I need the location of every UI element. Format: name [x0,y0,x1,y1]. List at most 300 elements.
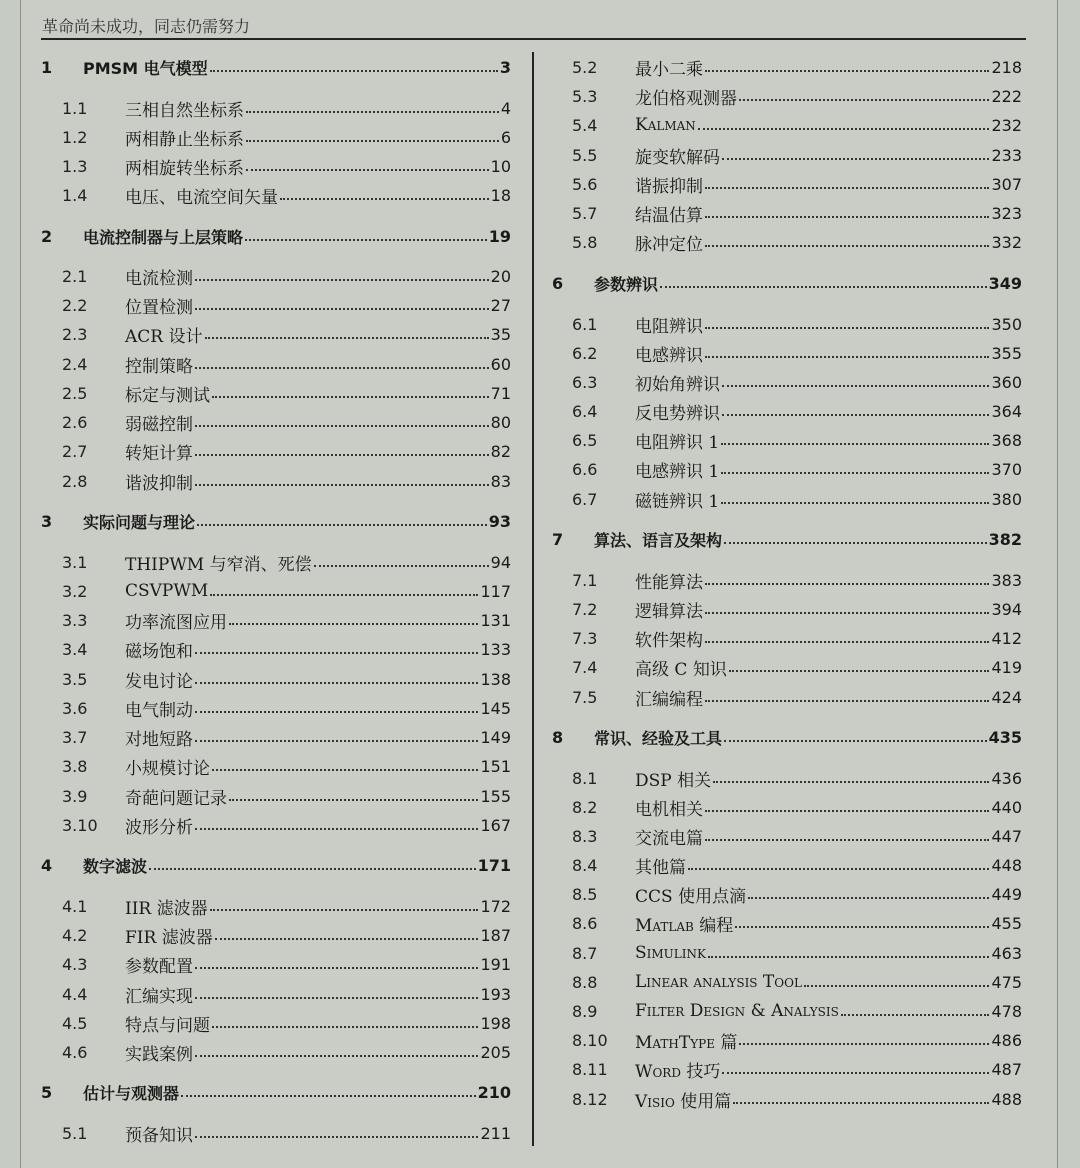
toc-entry-number: 8.4 [572,855,598,875]
toc-page-number: 455 [991,913,1022,933]
toc-entry-title: CCS 使用点滴 [635,886,747,907]
toc-section-entry[interactable] [572,655,1022,679]
toc-entry-number: 5.5 [572,145,598,165]
toc-dot-leader [212,384,489,398]
toc-entry-number: 3.2 [62,581,88,601]
toc-page-number: 440 [991,797,1022,817]
toc-dot-leader [721,431,989,445]
toc-section-entry[interactable] [62,667,511,691]
toc-entry-number: 6.6 [572,459,598,479]
toc-dot-leader [739,87,989,101]
toc-entry-number: 2 [41,226,53,246]
toc-dot-leader [705,798,989,812]
toc-page-number: 370 [991,459,1022,479]
toc-page-number: 80 [490,412,511,432]
toc-entry-number: 6.5 [572,430,598,450]
toc-entry-number: 2.6 [62,412,88,432]
toc-page-number: 131 [480,610,511,630]
toc-page-number: 222 [991,86,1022,106]
toc-section-entry[interactable] [62,293,511,317]
toc-entry-title: 参数辨识 [594,274,659,294]
toc-page-number: 424 [991,687,1022,707]
toc-section-entry[interactable] [572,84,1022,108]
toc-dot-leader [195,699,478,713]
toc-dot-leader [195,728,478,742]
toc-entry-number: 8.11 [572,1059,608,1079]
toc-page-number: 360 [991,372,1022,392]
toc-dot-leader [708,944,989,958]
toc-entry-number: 5.4 [572,115,598,135]
toc-section-entry[interactable] [572,457,1022,481]
toc-dot-leader [210,582,478,596]
toc-page-number: 323 [991,203,1022,223]
toc-page-number: 364 [991,401,1022,421]
toc-entry-title: 估计与观测器 [83,1083,180,1103]
toc-chapter-entry[interactable] [552,725,1022,749]
toc-dot-leader [721,460,989,474]
toc-section-entry[interactable] [62,982,511,1006]
toc-entry-title: 谐振抑制 [635,176,703,197]
toc-entry-title: 脉冲定位 [635,234,703,255]
toc-entry-number: 2.7 [62,441,88,461]
toc-entry-number: 3.3 [62,610,88,630]
toc-entry-title: 实践案例 [125,1044,193,1065]
toc-entry-number: 2.3 [62,324,88,344]
toc-entry-title: 电气制动 [125,700,193,721]
toc-entry-number: 5.8 [572,232,598,252]
toc-page-number: 232 [991,115,1022,135]
toc-entry-title: FIR 滤波器 [125,927,213,948]
toc-section-entry[interactable] [62,154,511,178]
toc-section-entry[interactable] [62,894,511,918]
toc-page-number: 448 [991,855,1022,875]
toc-page-number: 394 [991,599,1022,619]
toc-entry-title: 电压、电流空间矢量 [125,187,278,208]
toc-entry-number: 5.1 [62,1123,88,1143]
toc-entry-title: 磁链辨识 1 [635,491,720,512]
toc-section-entry[interactable] [62,952,511,976]
toc-page-number: 380 [991,489,1022,509]
toc-entry-number: 4.5 [62,1013,88,1033]
toc-entry-number: 8.8 [572,972,598,992]
toc-page-number: 27 [490,295,511,315]
toc-section-entry[interactable] [572,999,1022,1023]
toc-section-entry[interactable] [572,370,1022,394]
toc-dot-leader [705,571,989,585]
toc-entry-title: 预备知识 [125,1125,193,1146]
toc-dot-leader [705,58,989,72]
toc-entry-title: Filter Design & Analysis [635,1001,839,1021]
toc-section-entry[interactable] [62,579,511,603]
toc-section-entry[interactable] [62,813,511,837]
toc-dot-leader [195,985,478,999]
toc-dot-leader [229,787,478,801]
toc-section-entry[interactable] [62,608,511,632]
toc-page-number: 436 [991,768,1022,788]
toc-section-entry[interactable] [62,1040,511,1064]
toc-dot-leader [724,728,987,742]
toc-entry-number: 8.3 [572,826,598,846]
toc-page-number: 449 [991,884,1022,904]
toc-entry-title: DSP 相关 [635,770,712,791]
toc-page-number: 133 [480,639,511,659]
toc-section-entry[interactable] [572,568,1022,592]
toc-dot-leader [314,553,489,567]
toc-entry-title: 两相静止坐标系 [125,129,244,150]
toc-entry-number: 2.5 [62,383,88,403]
toc-page-number: 117 [480,581,511,601]
toc-page-number: 478 [991,1001,1022,1021]
toc-entry-number: 8.2 [572,797,598,817]
toc-chapter-entry[interactable] [552,527,1022,551]
toc-entry-title: 汇编编程 [635,689,703,710]
toc-entry-number: 6.1 [572,314,598,334]
toc-entry-title: 电阻辨识 1 [635,432,720,453]
toc-page-number: 93 [488,511,511,531]
toc-page-number: 138 [480,669,511,689]
toc-section-entry[interactable] [572,911,1022,935]
toc-dot-leader [181,1083,476,1097]
toc-page-number: 383 [991,570,1022,590]
toc-page-number: 172 [480,896,511,916]
toc-section-entry[interactable] [62,96,511,120]
toc-entry-title: 两相旋转坐标系 [125,158,244,179]
toc-dot-leader [205,325,489,339]
toc-page-number: 19 [488,226,511,246]
toc-section-entry[interactable] [62,637,511,661]
toc-chapter-entry[interactable] [41,509,511,533]
toc-section-entry[interactable] [572,341,1022,365]
toc-entry-title: ACR 设计 [125,326,203,347]
toc-entry-number: 8.10 [572,1030,608,1050]
toc-dot-leader [722,373,989,387]
toc-section-entry[interactable] [572,882,1022,906]
toc-dot-leader [246,157,489,171]
toc-entry-number: 7.4 [572,657,598,677]
toc-dot-leader [705,175,989,189]
toc-entry-number: 8.12 [572,1089,608,1109]
toc-page-number: 349 [988,273,1022,293]
toc-dot-leader [212,757,478,771]
toc-section-entry[interactable] [572,1028,1022,1052]
toc-dot-leader [705,204,989,218]
toc-entry-number: 1.3 [62,156,88,176]
toc-section-entry[interactable] [572,795,1022,819]
toc-page-number: 355 [991,343,1022,363]
toc-page-number: 447 [991,826,1022,846]
toc-entry-title: 标定与测试 [125,385,210,406]
toc-dot-leader [722,146,989,160]
toc-entry-number: 2.8 [62,471,88,491]
toc-dot-leader [724,530,987,544]
toc-dot-leader [688,856,989,870]
toc-section-entry[interactable] [62,696,511,720]
toc-entry-title: 弱磁控制 [125,414,193,435]
toc-dot-leader [739,1031,989,1045]
toc-entry-number: 2.2 [62,295,88,315]
toc-entry-number: 8.7 [572,943,598,963]
toc-section-entry[interactable] [572,853,1022,877]
toc-dot-leader [705,315,989,329]
toc-page-number: 233 [991,145,1022,165]
toc-entry-number: 3.7 [62,727,88,747]
toc-dot-leader [804,973,990,987]
toc-entry-number: 6.4 [572,401,598,421]
toc-entry-title: 结温估算 [635,205,703,226]
toc-entry-number: 4.1 [62,896,88,916]
toc-entry-title: 数字滤波 [83,856,148,876]
toc-dot-leader [215,926,479,940]
toc-section-entry[interactable] [572,113,1022,137]
toc-entry-title: 旋变软解码 [635,147,720,168]
toc-dot-leader [705,233,989,247]
toc-entry-number: 7.3 [572,628,598,648]
toc-entry-number: 3.6 [62,698,88,718]
toc-entry-number: 8.1 [572,768,598,788]
toc-page-number: 193 [480,984,511,1004]
toc-entry-title: 汇编实现 [125,986,193,1007]
toc-dot-leader [195,413,489,427]
toc-section-entry[interactable] [62,352,511,376]
toc-section-entry[interactable] [572,487,1022,511]
toc-page-number: 475 [991,972,1022,992]
toc-dot-leader [705,629,989,643]
toc-page-number: 211 [480,1123,511,1143]
toc-section-entry[interactable] [572,766,1022,790]
toc-entry-title: 实际问题与理论 [83,512,196,532]
toc-entry-number: 7 [552,529,564,549]
toc-entry-title: 电感辨识 [635,345,703,366]
toc-entry-number: 3.1 [62,552,88,572]
toc-section-entry[interactable] [62,784,511,808]
toc-dot-leader [722,402,989,416]
toc-entry-number: 5.6 [572,174,598,194]
toc-entry-title: 特点与问题 [125,1015,210,1036]
toc-section-entry[interactable] [62,550,511,574]
toc-chapter-entry[interactable] [41,224,511,248]
toc-entry-title: 算法、语言及架构 [594,530,723,550]
toc-page-number: 350 [991,314,1022,334]
toc-section-entry[interactable] [572,626,1022,650]
toc-entry-title: 电流检测 [125,268,193,289]
toc-page-number: 205 [480,1042,511,1062]
toc-entry-title: 三相自然坐标系 [125,100,244,121]
toc-page-number: 218 [991,57,1022,77]
toc-entry-title: MathType 篇 [635,1032,738,1053]
toc-page-number: 18 [490,185,511,205]
toc-section-entry[interactable] [62,1121,511,1145]
running-header: 革命尚未成功，同志仍需努力 [42,17,251,36]
toc-section-entry[interactable] [572,1087,1022,1111]
toc-section-entry[interactable] [62,1011,511,1035]
toc-entry-title: 电流控制器与上层策略 [83,227,244,247]
toc-section-entry[interactable] [572,597,1022,621]
toc-dot-leader [698,116,990,130]
toc-dot-leader [245,227,487,241]
toc-entry-number: 3.9 [62,786,88,806]
toc-entry-title: Matlab 编程 [635,915,734,936]
toc-dot-leader [195,816,478,830]
toc-entry-title: 参数配置 [125,956,193,977]
toc-section-entry[interactable] [62,322,511,346]
toc-section-entry[interactable] [62,125,511,149]
toc-dot-leader [705,600,989,614]
toc-entry-title: 龙伯格观测器 [635,88,737,109]
toc-entry-title: 软件架构 [635,630,703,651]
toc-entry-number: 8 [552,727,564,747]
toc-chapter-entry[interactable] [552,271,1022,295]
toc-section-entry[interactable] [572,685,1022,709]
toc-page-number: 155 [480,786,511,806]
toc-entry-title: Visio 使用篇 [635,1091,732,1112]
toc-entry-number: 4.6 [62,1042,88,1062]
toc-section-entry[interactable] [572,941,1022,965]
toc-entry-title: Word 技巧 [635,1061,721,1082]
toc-dot-leader [705,827,989,841]
toc-page-number: 419 [991,657,1022,677]
toc-page-number: 368 [991,430,1022,450]
toc-page-number: 149 [480,727,511,747]
toc-section-entry[interactable] [62,410,511,434]
toc-dot-leader [721,490,989,504]
toc-page-number: 412 [991,628,1022,648]
toc-entry-number: 7.2 [572,599,598,619]
toc-section-entry[interactable] [572,399,1022,423]
toc-section-entry[interactable] [572,230,1022,254]
toc-entry-title: CSVPWM [125,581,209,601]
toc-page-number: 488 [991,1089,1022,1109]
toc-chapter-entry[interactable] [41,1080,511,1104]
toc-entry-number: 1 [41,57,53,77]
toc-entry-number: 8.9 [572,1001,598,1021]
toc-page-number: 151 [480,756,511,776]
toc-entry-title: 高级 C 知识 [635,659,727,680]
toc-section-entry[interactable] [62,923,511,947]
toc-section-entry[interactable] [62,439,511,463]
toc-dot-leader [729,658,990,672]
toc-dot-leader [149,856,476,870]
toc-page-number: 463 [991,943,1022,963]
toc-entry-title: 发电讨论 [125,671,193,692]
toc-section-entry[interactable] [572,1057,1022,1081]
toc-dot-leader [195,640,478,654]
toc-entry-number: 1.2 [62,127,88,147]
toc-entry-title: 常识、经验及工具 [594,728,723,748]
toc-dot-leader [246,99,499,113]
toc-page-number: 486 [991,1030,1022,1050]
toc-section-entry[interactable] [572,55,1022,79]
toc-section-entry[interactable] [572,172,1022,196]
toc-entry-number: 1.1 [62,98,88,118]
toc-section-entry[interactable] [62,264,511,288]
toc-page-number: 82 [490,441,511,461]
toc-page-number: 167 [480,815,511,835]
toc-dot-leader [748,885,989,899]
toc-section-entry[interactable] [572,201,1022,225]
toc-dot-leader [195,442,489,456]
toc-page-number: 171 [477,855,511,875]
toc-entry-title: 小规模讨论 [125,758,210,779]
toc-entry-title: 其他篇 [635,857,686,878]
toc-section-entry[interactable] [572,824,1022,848]
toc-section-entry[interactable] [62,725,511,749]
toc-entry-number: 5 [41,1082,53,1102]
toc-entry-number: 7.5 [572,687,598,707]
toc-entry-title: 对地短路 [125,729,193,750]
toc-entry-number: 4.3 [62,954,88,974]
toc-entry-title: Linear analysis Tool [635,972,802,992]
toc-entry-number: 3.8 [62,756,88,776]
toc-entry-title: PMSM 电气模型 [83,58,208,78]
toc-entry-number: 3.10 [62,815,98,835]
toc-entry-number: 2.1 [62,266,88,286]
toc-dot-leader [733,1090,989,1104]
toc-dot-leader [195,296,489,310]
toc-section-entry[interactable] [572,312,1022,336]
toc-section-entry[interactable] [62,754,511,778]
toc-entry-number: 5.3 [572,86,598,106]
toc-entry-title: 逻辑算法 [635,601,703,622]
toc-entry-title: 功率流图应用 [125,612,227,633]
toc-entry-title: 磁场饱和 [125,641,193,662]
toc-page-number: 3 [499,57,511,77]
toc-dot-leader [195,955,478,969]
toc-page-number: 4 [500,98,511,118]
toc-dot-leader [705,688,989,702]
toc-entry-title: 位置检测 [125,297,193,318]
toc-entry-title: 初始角辨识 [635,374,720,395]
toc-page-number: 382 [988,529,1022,549]
toc-page-number: 332 [991,232,1022,252]
toc-entry-title: Simulink [635,943,706,963]
toc-entry-number: 4 [41,855,53,875]
toc-entry-title: 反电势辨识 [635,403,720,424]
toc-page-number: 20 [490,266,511,286]
toc-entry-title: 转矩计算 [125,443,193,464]
toc-entry-title: 谐波抑制 [125,473,193,494]
document-page [20,0,1058,1168]
toc-section-entry[interactable] [572,143,1022,167]
toc-chapter-entry[interactable] [41,55,511,79]
toc-entry-title: Kalman [635,115,696,135]
toc-entry-title: 波形分析 [125,817,193,838]
toc-dot-leader [195,355,489,369]
toc-page-number: 198 [480,1013,511,1033]
toc-section-entry[interactable] [572,428,1022,452]
toc-section-entry[interactable] [572,970,1022,994]
toc-section-entry[interactable] [62,469,511,493]
column-divider [532,52,534,1146]
toc-section-entry[interactable] [62,381,511,405]
toc-section-entry[interactable] [62,183,511,207]
toc-entry-number: 6.7 [572,489,598,509]
toc-dot-leader [246,128,499,142]
toc-page-number: 145 [480,698,511,718]
toc-dot-leader [280,186,489,200]
toc-entry-number: 8.5 [572,884,598,904]
toc-entry-title: 性能算法 [635,572,703,593]
toc-entry-title: 控制策略 [125,356,193,377]
toc-page-number: 94 [490,552,511,572]
toc-dot-leader [195,1043,478,1057]
toc-entry-number: 4.2 [62,925,88,945]
toc-entry-number: 7.1 [572,570,598,590]
toc-entry-number: 8.6 [572,913,598,933]
toc-entry-number: 6 [552,273,564,293]
toc-page-number: 187 [480,925,511,945]
toc-chapter-entry[interactable] [41,853,511,877]
toc-entry-title: 奇葩问题记录 [125,788,227,809]
